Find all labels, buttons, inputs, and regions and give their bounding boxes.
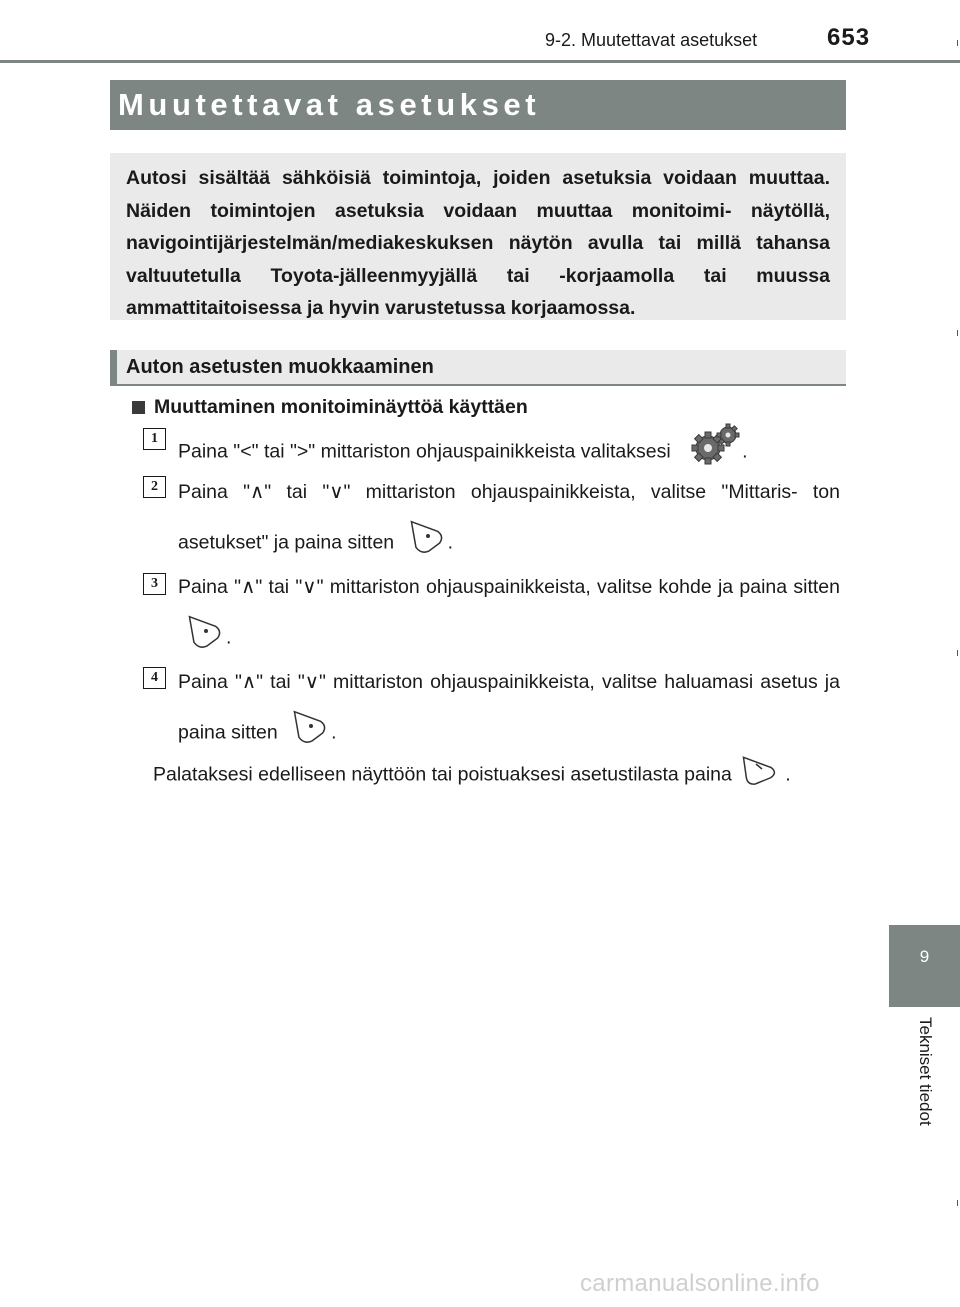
step-3-end: . [226,626,232,649]
intro-box [110,153,846,320]
step-1-end: . [742,440,748,463]
page-title: Muutettavat asetukset [118,87,541,122]
back-note-text: Palataksesi edelliseen näyttöön tai poistuaksesi asetustilasta paina [153,763,732,786]
back-note-end: . [785,763,791,786]
square-bullet-icon [132,401,145,414]
step-number-3: 3 [143,573,166,595]
back-button-icon [741,747,785,804]
header-section-label: 9-2. Muutettavat asetukset [545,30,758,50]
chapter-title: Tekniset tiedot [915,1017,935,1126]
step-number-2: 2 [143,476,166,498]
enter-button-icon [186,610,226,667]
step-3-instruction: Paina "∧" tai "∨" mittariston ohjauspainikkeista, valitse kohde ja paina sitten [178,576,840,598]
header-rule [0,60,960,63]
chapter-tab: 9 [889,925,960,1007]
step-2-text [178,470,840,572]
edge-mark [957,330,958,336]
enter-button-icon [408,515,448,572]
page-number: 653 [827,24,871,51]
section-heading: Auton asetusten muokkaaminen [126,355,434,378]
step-2-end: . [447,531,453,554]
edge-mark [957,40,958,46]
edge-mark [957,650,958,656]
step-3-text [178,565,840,667]
step-4-instruction: Paina "∧" tai "∨" mittariston ohjauspainikkeista, valitse haluamasi asetus ja paina sitten [178,671,840,744]
step-4-end: . [331,721,337,744]
edge-mark [957,1200,958,1206]
intro-text: Autosi sisältää sähköisiä toimintoja, joiden asetuksia voidaan muuttaa. Näiden toimintojen asetuksia voidaan muuttaa monitoimi- näytöllä, navigointijärjestelmän/mediakeskuksen näytön avulla tai millä tahansa valtuutetulla Toyota-jälleenmyyjällä tai -korjaamolla tai muussa ammattitaitoisessa ja hyvin varustetussa korjaamossa. [126,167,830,319]
step-number-4: 4 [143,667,166,689]
subheading-text: Muuttaminen monitoiminäyttöä käyttäen [154,396,528,418]
chapter-title-wrap [889,1007,960,1152]
watermark: carmanualsonline.info [580,1270,820,1297]
back-note [153,747,840,804]
subheading [132,396,528,419]
step-2-instruction: Paina "∧" tai "∨" mittariston ohjauspainikkeista, valitse "Mittaris- ton asetukset" ja paina sitten [178,481,840,554]
title-bar [110,80,846,130]
section-heading-bar [110,350,846,386]
step-1-instruction: Paina "<" tai ">" mittariston ohjauspainikkeista valitaksesi [178,440,671,463]
step-number-1: 1 [143,428,166,450]
